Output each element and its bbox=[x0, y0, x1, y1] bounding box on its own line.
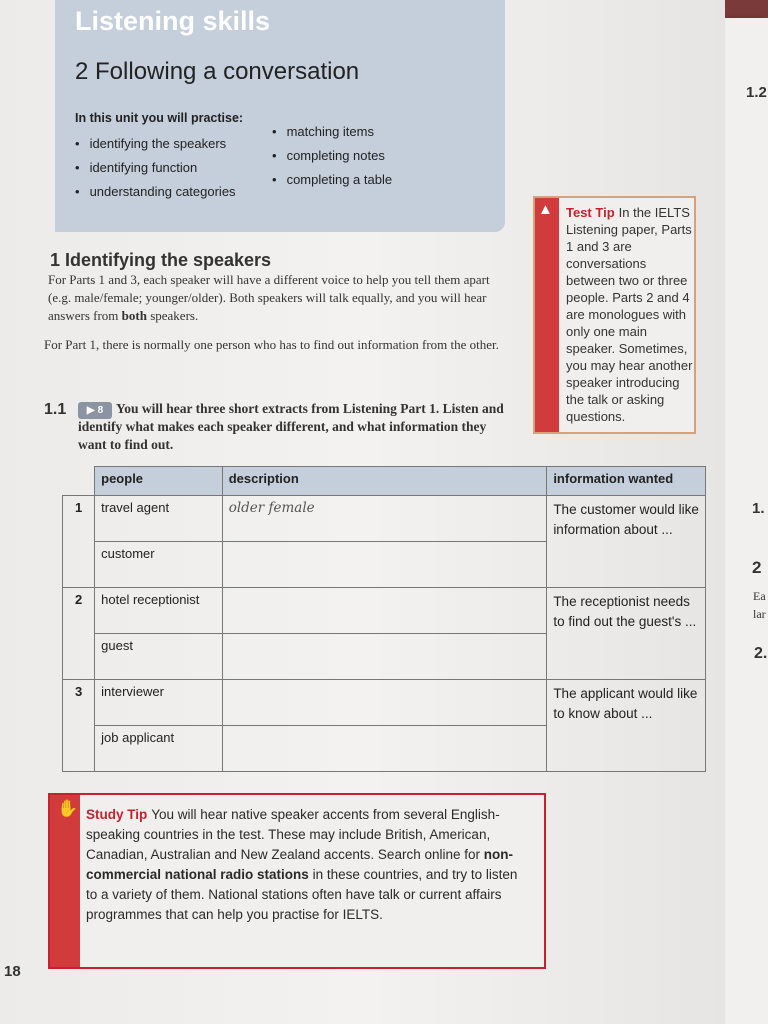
list-item: • completing notes bbox=[272, 148, 392, 172]
table-header-people: people bbox=[95, 467, 223, 496]
listening-table bbox=[62, 466, 706, 772]
study-tip-bold: non-commercial national radio stations bbox=[86, 847, 513, 882]
paragraph-bold: both bbox=[121, 308, 147, 323]
description-cell[interactable] bbox=[222, 588, 547, 634]
person-cell: guest bbox=[95, 634, 223, 680]
thumbs-up-icon: ✋ bbox=[57, 799, 79, 818]
right-page-text: lar bbox=[753, 607, 766, 621]
table-row bbox=[63, 588, 706, 634]
track-number: 8 bbox=[97, 405, 104, 416]
row-number: 1 bbox=[63, 496, 95, 588]
study-tip-text bbox=[86, 805, 531, 925]
person-cell: hotel receptionist bbox=[95, 588, 223, 634]
practise-intro: In this unit you will practise: bbox=[75, 111, 244, 125]
paragraph-text: For Parts 1 and 3, each speaker will have a different voice to help you tell them apart (e.g. male/female; younger/older). Both speakers will talk equally, and you will hear answers from bbox=[48, 272, 490, 323]
practise-list-right bbox=[272, 124, 392, 196]
right-page-item: 2. bbox=[754, 645, 768, 662]
test-tip-label: Test Tip bbox=[566, 205, 615, 220]
row-number: 3 bbox=[63, 680, 95, 772]
right-page-section-number: 1.2 bbox=[746, 84, 767, 101]
practise-list-left bbox=[75, 136, 236, 208]
study-tip-label: Study Tip bbox=[86, 807, 148, 822]
right-page-item: 1. bbox=[752, 500, 765, 517]
description-cell[interactable] bbox=[222, 542, 547, 588]
page-number: 18 bbox=[4, 963, 21, 980]
person-cell: interviewer bbox=[95, 680, 223, 726]
test-tip-box bbox=[533, 196, 696, 434]
tip-arrow-icon: ▲ bbox=[538, 202, 553, 218]
list-item: • identifying the speakers bbox=[75, 136, 236, 160]
study-tip-body: in these countries, and try to listen to a variety of them. National stations often have talk or current affairs programmes that can help you practise for IELTS. bbox=[86, 867, 518, 922]
person-cell: travel agent bbox=[95, 496, 223, 542]
test-tip-text bbox=[566, 204, 694, 425]
description-cell[interactable] bbox=[222, 680, 547, 726]
tip-bar bbox=[535, 198, 559, 432]
table-header-blank bbox=[63, 467, 95, 496]
person-cell: customer bbox=[95, 542, 223, 588]
table-header-row bbox=[63, 467, 706, 496]
part1-paragraph: For Part 1, there is normally one person who has to find out information from the other. bbox=[44, 337, 499, 352]
info-cell[interactable]: The receptionist needs to find out the guest's ... bbox=[547, 588, 706, 680]
description-cell[interactable] bbox=[222, 634, 547, 680]
study-tip-box bbox=[48, 793, 546, 969]
list-item: • completing a table bbox=[272, 172, 392, 196]
row-number: 2 bbox=[63, 588, 95, 680]
section-heading: 1 Identifying the speakers bbox=[50, 250, 272, 270]
info-cell[interactable]: The customer would like information about ... bbox=[547, 496, 706, 588]
intro-paragraph bbox=[48, 271, 506, 325]
audio-track-icon[interactable] bbox=[78, 402, 112, 419]
table-row bbox=[63, 496, 706, 542]
right-page-text: Ea bbox=[753, 589, 766, 603]
exercise-instruction: You will hear three short extracts from Listening Part 1. Listen and identify what makes each speaker different, and what information they want to find out. bbox=[78, 401, 504, 452]
list-item: • identifying function bbox=[75, 160, 236, 184]
right-page-item: 2 bbox=[752, 558, 762, 577]
list-item: • matching items bbox=[272, 124, 392, 148]
person-cell: job applicant bbox=[95, 726, 223, 772]
list-item: • understanding categories bbox=[75, 184, 236, 208]
play-icon: ▶ bbox=[86, 405, 95, 416]
description-cell[interactable] bbox=[222, 726, 547, 772]
table-row bbox=[63, 680, 706, 726]
unit-title: 2 Following a conversation bbox=[75, 58, 360, 85]
paragraph-text: speakers. bbox=[146, 308, 199, 323]
test-tip-body: In the IELTS Listening paper, Parts 1 and 3 are conversations between two or three people. Parts 2 and 4 are monologues with only one main speaker. Sometimes, you may hear another speaker introducing the talk or asking questions. bbox=[566, 205, 693, 424]
table-header-description: description bbox=[222, 467, 547, 496]
exercise-number: 1.1 bbox=[44, 401, 67, 418]
section-tag: Listening skills bbox=[75, 6, 271, 36]
study-tip-bar bbox=[50, 795, 80, 967]
description-cell[interactable]: older female bbox=[222, 496, 547, 542]
info-cell[interactable]: The applicant would like to know about ... bbox=[547, 680, 706, 772]
table-header-info: information wanted bbox=[547, 467, 706, 496]
study-tip-body: You will hear native speaker accents from several English-speaking countries in the test. These may include British, American, Canadian, Australian and New Zealand accents. Search online for bbox=[86, 807, 500, 862]
